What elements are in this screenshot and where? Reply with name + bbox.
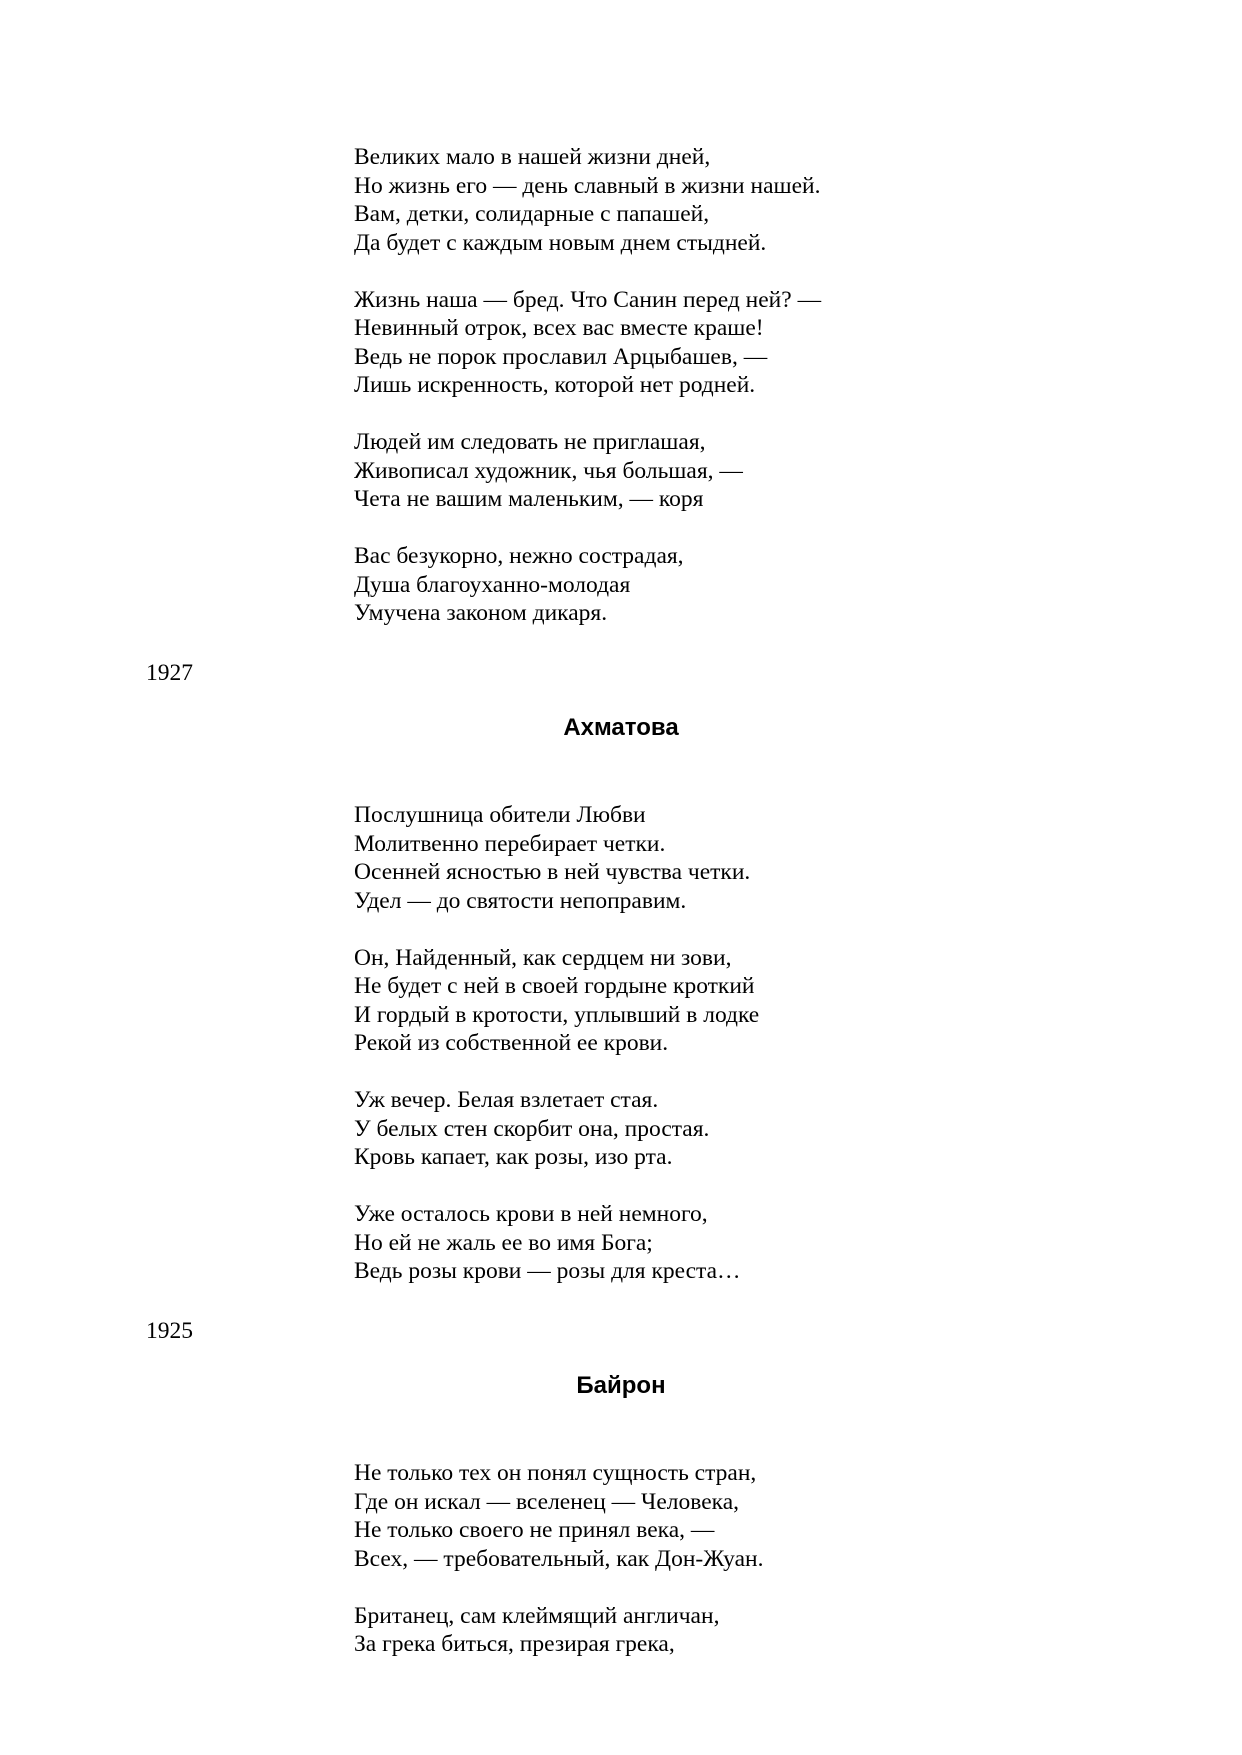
stanza bbox=[354, 542, 1134, 628]
verse-line: Людей им следовать не приглашая, bbox=[354, 429, 706, 455]
poem-2-title: Ахматова bbox=[563, 714, 679, 741]
poem-3-title: Байрон bbox=[576, 1372, 666, 1399]
verse-line: Не только своего не принял века, — bbox=[354, 1517, 715, 1543]
verse-line: За грека биться, презирая грека, bbox=[354, 1631, 675, 1657]
verse-line: Душа благоуханно-молодая bbox=[354, 571, 631, 598]
verse-line: Уж вечер. Белая взлетает стая. bbox=[354, 1087, 659, 1113]
verse-line: Послушница обители Любви bbox=[354, 802, 646, 828]
stanza bbox=[354, 143, 1134, 257]
verse-line: Он, Найденный, как сердцем ни зови, bbox=[354, 944, 732, 971]
verse-line: Вам, детки, солидарные с папашей, bbox=[354, 201, 710, 227]
verse-line: Осенней ясностью в ней чувства четки. bbox=[354, 859, 751, 885]
stanza bbox=[354, 1459, 1134, 1573]
stanza bbox=[354, 1200, 1134, 1286]
verse-line: Уже осталось крови в ней немного, bbox=[354, 1201, 708, 1227]
verse-line: Умучена законом дикаря. bbox=[354, 600, 608, 626]
verse-line: Великих мало в нашей жизни дней, bbox=[354, 144, 711, 170]
verse-line: Кровь капает, как розы, изо рта. bbox=[354, 1144, 673, 1170]
verse-line: Не только тех он понял сущность стран, bbox=[354, 1460, 757, 1486]
verse-line: Ведь розы крови — розы для креста… bbox=[354, 1258, 741, 1284]
stanza bbox=[354, 944, 1134, 1058]
stanza bbox=[354, 286, 1134, 400]
verse-line: Британец, сам клеймящий англичан, bbox=[354, 1602, 720, 1629]
verse-line: Вас безукорно, нежно сострадая, bbox=[354, 543, 684, 569]
verse-line: И гордый в кротости, уплывший в лодке bbox=[354, 1001, 760, 1028]
stanza bbox=[354, 1602, 1134, 1659]
poem-2-year: 1925 bbox=[146, 1318, 193, 1344]
verse-line: Всех, — требовательный, как Дон-Жуан. bbox=[354, 1545, 764, 1572]
verse-line: Лишь искренность, которой нет родней. bbox=[354, 372, 756, 398]
verse-line: Где он искал — вселенец — Человека, bbox=[354, 1488, 739, 1515]
stanza bbox=[354, 428, 1134, 514]
verse-line: Рекой из собственной ее крови. bbox=[354, 1030, 669, 1056]
verse-line: Но ей не жаль ее во имя Бога; bbox=[354, 1229, 653, 1256]
verse-line: Да будет с каждым новым днем стыдней. bbox=[354, 229, 767, 256]
verse-line: Ведь не порок прославил Арцыбашев, — bbox=[354, 343, 768, 370]
poem-2-verse bbox=[354, 801, 1134, 1286]
verse-line: Молитвенно перебирает четки. bbox=[354, 830, 666, 857]
verse-line: Не будет с ней в своей гордыне кроткий bbox=[354, 973, 755, 999]
poem-1-verse bbox=[354, 143, 1134, 628]
verse-line: Невинный отрок, всех вас вместе краше! bbox=[354, 315, 764, 341]
verse-line: Удел — до святости непоправим. bbox=[354, 887, 687, 914]
verse-line: Жизнь наша — бред. Что Санин перед ней? — bbox=[354, 286, 822, 313]
poem-1-year: 1927 bbox=[146, 660, 193, 686]
verse-line: Живописал художник, чья большая, — bbox=[354, 457, 743, 484]
verse-line: Но жизнь его — день славный в жизни нашей. bbox=[354, 172, 821, 199]
stanza bbox=[354, 801, 1134, 915]
stanza bbox=[354, 1086, 1134, 1172]
verse-line: У белых стен скорбит она, простая. bbox=[354, 1115, 710, 1142]
verse-line: Чета не вашим маленьким, — коря bbox=[354, 486, 704, 512]
poem-3-verse bbox=[354, 1459, 1134, 1659]
